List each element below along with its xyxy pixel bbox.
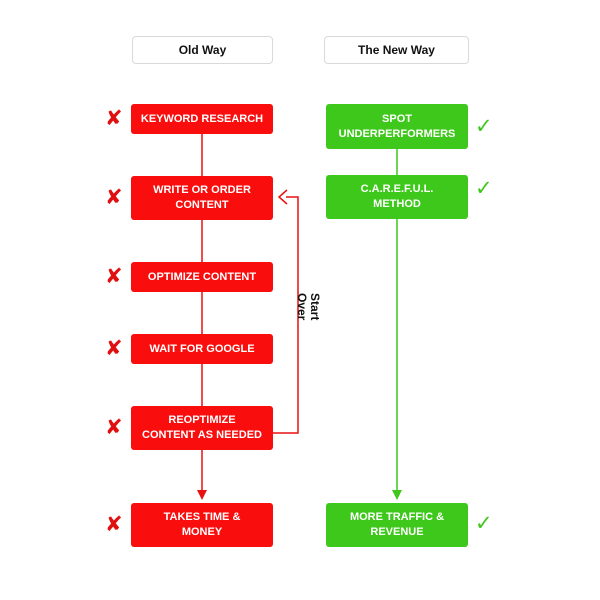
check-icon: ✓ — [475, 115, 493, 138]
cross-icon: ✘ — [105, 107, 123, 130]
old-step-optimize-content — [131, 262, 273, 292]
check-icon: ✓ — [475, 177, 493, 200]
old-step-write-content — [131, 176, 273, 220]
new-step-careful-method — [326, 175, 468, 219]
cross-icon: ✘ — [105, 416, 123, 439]
cross-icon: ✘ — [105, 265, 123, 288]
step-label: REOPTIMIZE CONTENT AS NEEDED — [142, 414, 262, 441]
step-label: SPOT UNDERPERFORMERS — [338, 112, 456, 140]
step-label: C.A.R.E.F.U.L. METHOD — [360, 183, 434, 210]
step-label: TAKES TIME & MONEY — [163, 511, 241, 538]
old-step-wait-for-google — [131, 334, 273, 364]
start-over-label: Start Over — [295, 293, 322, 321]
step-label: KEYWORD RESEARCH — [140, 112, 264, 125]
new-way-header: The New Way — [324, 36, 469, 64]
old-way-header: Old Way — [132, 36, 273, 64]
step-label: WAIT FOR GOOGLE — [149, 342, 255, 355]
old-outcome-time-money — [131, 503, 273, 547]
step-label: MORE TRAFFIC & REVENUE — [349, 511, 445, 538]
old-step-reoptimize — [131, 406, 273, 450]
step-label: WRITE OR ORDER CONTENT — [153, 184, 251, 211]
start-over-arrowhead — [279, 190, 287, 204]
cross-icon: ✘ — [105, 513, 123, 536]
old-step-keyword-research — [131, 104, 273, 134]
new-step-spot-underperformers — [326, 104, 468, 149]
cross-icon: ✘ — [105, 186, 123, 209]
check-icon: ✓ — [475, 512, 493, 535]
cross-icon: ✘ — [105, 337, 123, 360]
new-outcome-traffic-revenue — [326, 503, 468, 547]
step-label: OPTIMIZE CONTENT — [147, 270, 257, 283]
